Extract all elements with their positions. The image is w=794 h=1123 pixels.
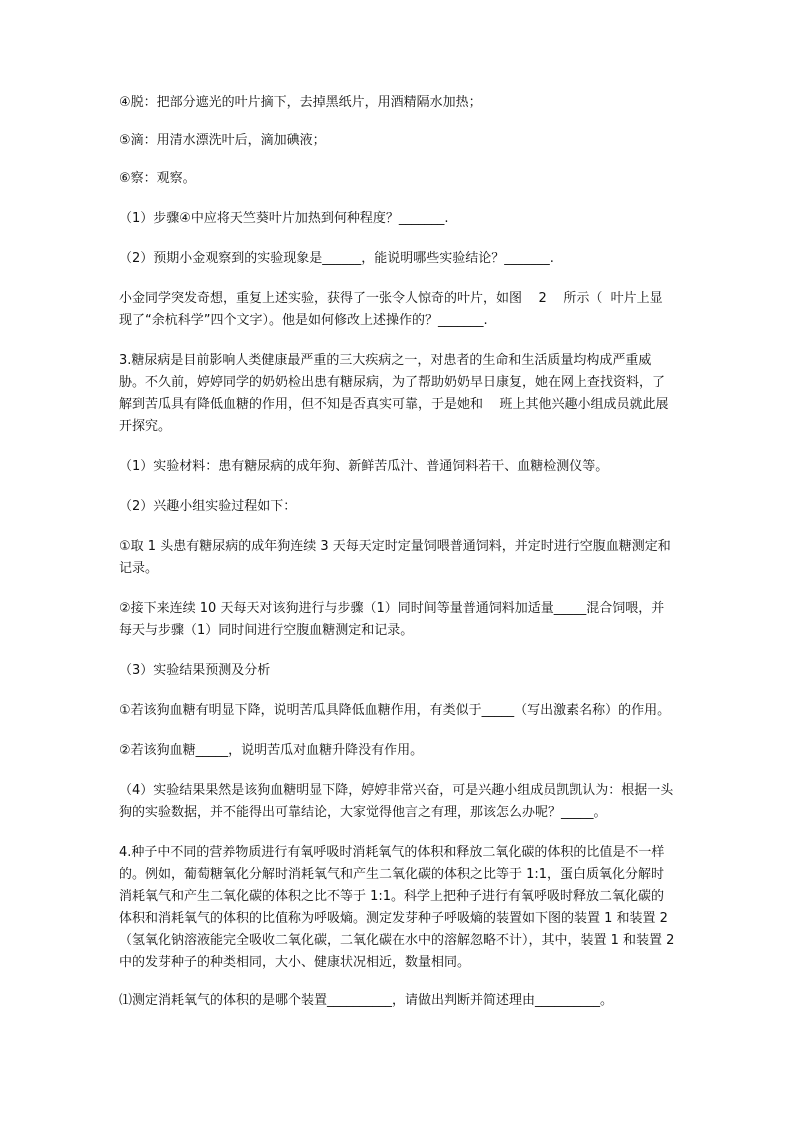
q3-item-conclusion: （4）实验结果果然是该狗血糖明显下降，婷婷非常兴奋，可是兴趣小组成员凯凯认为：根据一头狗的实验数据，并不能得出可靠结论，大家觉得他言之有理，那该怎么办呢？_____。 xyxy=(119,783,674,820)
q3-item-step-2: ②接下来连续 10 天每天对该狗进行与步骤（1）同时间等量普通饲料加适量_____混合饲喂，并每天与步骤（1）同时间进行空腹血糖测定和记录。 xyxy=(119,601,665,638)
q4-sub-1: ⑴测定消耗氧气的体积的是哪个装置__________，请做出判断并简述理由__________。 xyxy=(119,993,614,1008)
step-6-text: ⑥察：观察。 xyxy=(119,171,196,186)
q3-item-process: （2）兴趣小组实验过程如下： xyxy=(119,499,297,514)
q3-intro: 3.糖尿病是目前影响人类健康最严重的三大疾病之一，对患者的生命和生活质量均构成严重威胁。不久前，婷婷同学的奶奶检出患有糖尿病，为了帮助奶奶早日康复，她在网上查找资料，了解到苦瓜具有降低血糖的作用，但不知是否真实可靠，于是她和 班上其他兴趣小组成员就此展开探究。 xyxy=(119,353,669,434)
q3-item-results: （3）实验结果预测及分析 xyxy=(119,663,271,678)
q4-intro: 4.种子中不同的营养物质进行有氧呼吸时消耗氧气的体积和释放二氧化碳的体积的比值是不一样的。例如，葡萄糖氧化分解时消耗氧气和产生二氧化碳的体积之比等于 1:1，蛋白质氧化分解时消耗氧气和产生二氧化碳的体积之比不等于 1:1。科学上把种子进行有氧呼吸时释放二氧化碳的体积和消耗氧气的体积的比值称为呼吸熵。测定发芽种子呼吸熵的装置如下图的装置 1 和装置 2（氢氧化钠溶液能完全吸收二氧化碳，二氧化碳在水中的溶解忽略不计），其中，装置 1 和装置 2 中的发芽种子的种类相同，大小、健康状况相近，数量相同。 xyxy=(119,845,679,970)
q3-item-materials: （1）实验材料：患有糖尿病的成年狗、新鲜苦瓜汁、普通饲料若干、血糖检测仪等。 xyxy=(119,459,609,474)
document-page xyxy=(119,92,679,1012)
q2-sub-3: 小金同学突发奇想，重复上述实验，获得了一张令人惊奇的叶片，如图 2 所示（ 叶片上显现了“余杭科学”四个文字）。他是如何修改上述操作的？_______. xyxy=(119,291,663,328)
q2-sub-1: （1）步骤④中应将天竺葵叶片加热到何种程度？_______. xyxy=(119,211,449,226)
step-4-text: ④脱：把部分遮光的叶片摘下，去掉黑纸片，用酒精隔水加热； xyxy=(119,95,482,110)
step-5-text: ⑤滴：用清水漂洗叶后，滴加碘液； xyxy=(119,133,326,148)
q3-item-step-1: ①取 1 头患有糖尿病的成年狗连续 3 天每天定时定量饲喂普通饲料，并定时进行空腹血糖测定和记录。 xyxy=(119,539,671,576)
q3-item-result-2: ②若该狗血糖_____，说明苦瓜对血糖升降没有作用。 xyxy=(119,743,424,758)
q3-item-result-1: ①若该狗血糖有明显下降，说明苦瓜具降低血糖作用，有类似于_____（写出激素名称）的作用。 xyxy=(119,703,671,718)
q2-sub-2: （2）预期小金观察到的实验现象是______，能说明哪些实验结论？_______. xyxy=(119,251,554,266)
